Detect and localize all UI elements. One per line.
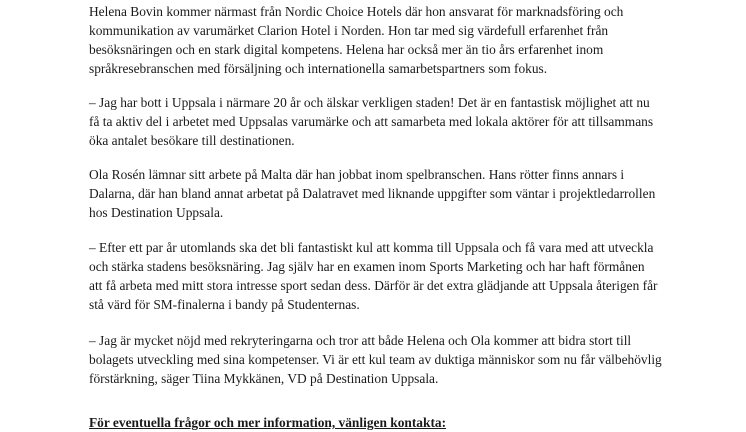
document-body [89,2,689,432]
paragraph-helena-quote: – Jag har bott i Uppsala i närmare 20 år och älskar verkligen staden! Det är en fantastisk möjlighet att nu få ta aktiv del i arbetet med Uppsalas varumärke och att samarbeta med lokala aktörer för att tillsammans öka antalet besökare till destinationen. [89,95,654,148]
paragraph-ceo-quote: – Jag är mycket nöjd med rekryteringarna och tror att både Helena och Ola kommer att bidra stort till bolagets utveckling med sina kompetenser. Vi är ett kul team av duktiga människor som nu får välbehövlig förstärkning, säger Tiina Mykkänen, VD på Destination Uppsala. [89,333,662,386]
contact-heading: För eventuella frågor och mer information, vänligen kontakta: [89,415,447,430]
paragraph-helena-bio: Helena Bovin kommer närmast från Nordic Choice Hotels där hon ansvarat för marknadsföring och kommunikation av varumärket Clarion Hotel i Norden. Hon tar med sig värdefull erfarenhet från besöksnäringen och en stark digital kompetens. Helena har också mer än tio års erfarenhet inom språkresebranschen med försäljning och internationella samarbetspartners som fokus. [89,4,624,76]
paragraph-ola-bio: Ola Rosén lämnar sitt arbete på Malta där han jobbat inom spelbranschen. Hans rötter finns annars i Dalarna, där han bland annat arbetat på Dalatravet med liknande uppgifter som väntar i projektledarrollen hos Destination Uppsala. [89,167,656,220]
paragraph-ola-quote: – Efter ett par år utomlands ska det bli fantastiskt kul att komma till Uppsala och få vara med att utveckla och stärka stadens besöksnäring. Jag själv har en examen inom Sports Marketing och har haft förmånen att få arbeta med mitt stora intresse sport sedan dess. Därför är det extra glädjande att Uppsala återigen får stå värd för SM-finalerna i bandy på Studenternas. [89,240,658,312]
